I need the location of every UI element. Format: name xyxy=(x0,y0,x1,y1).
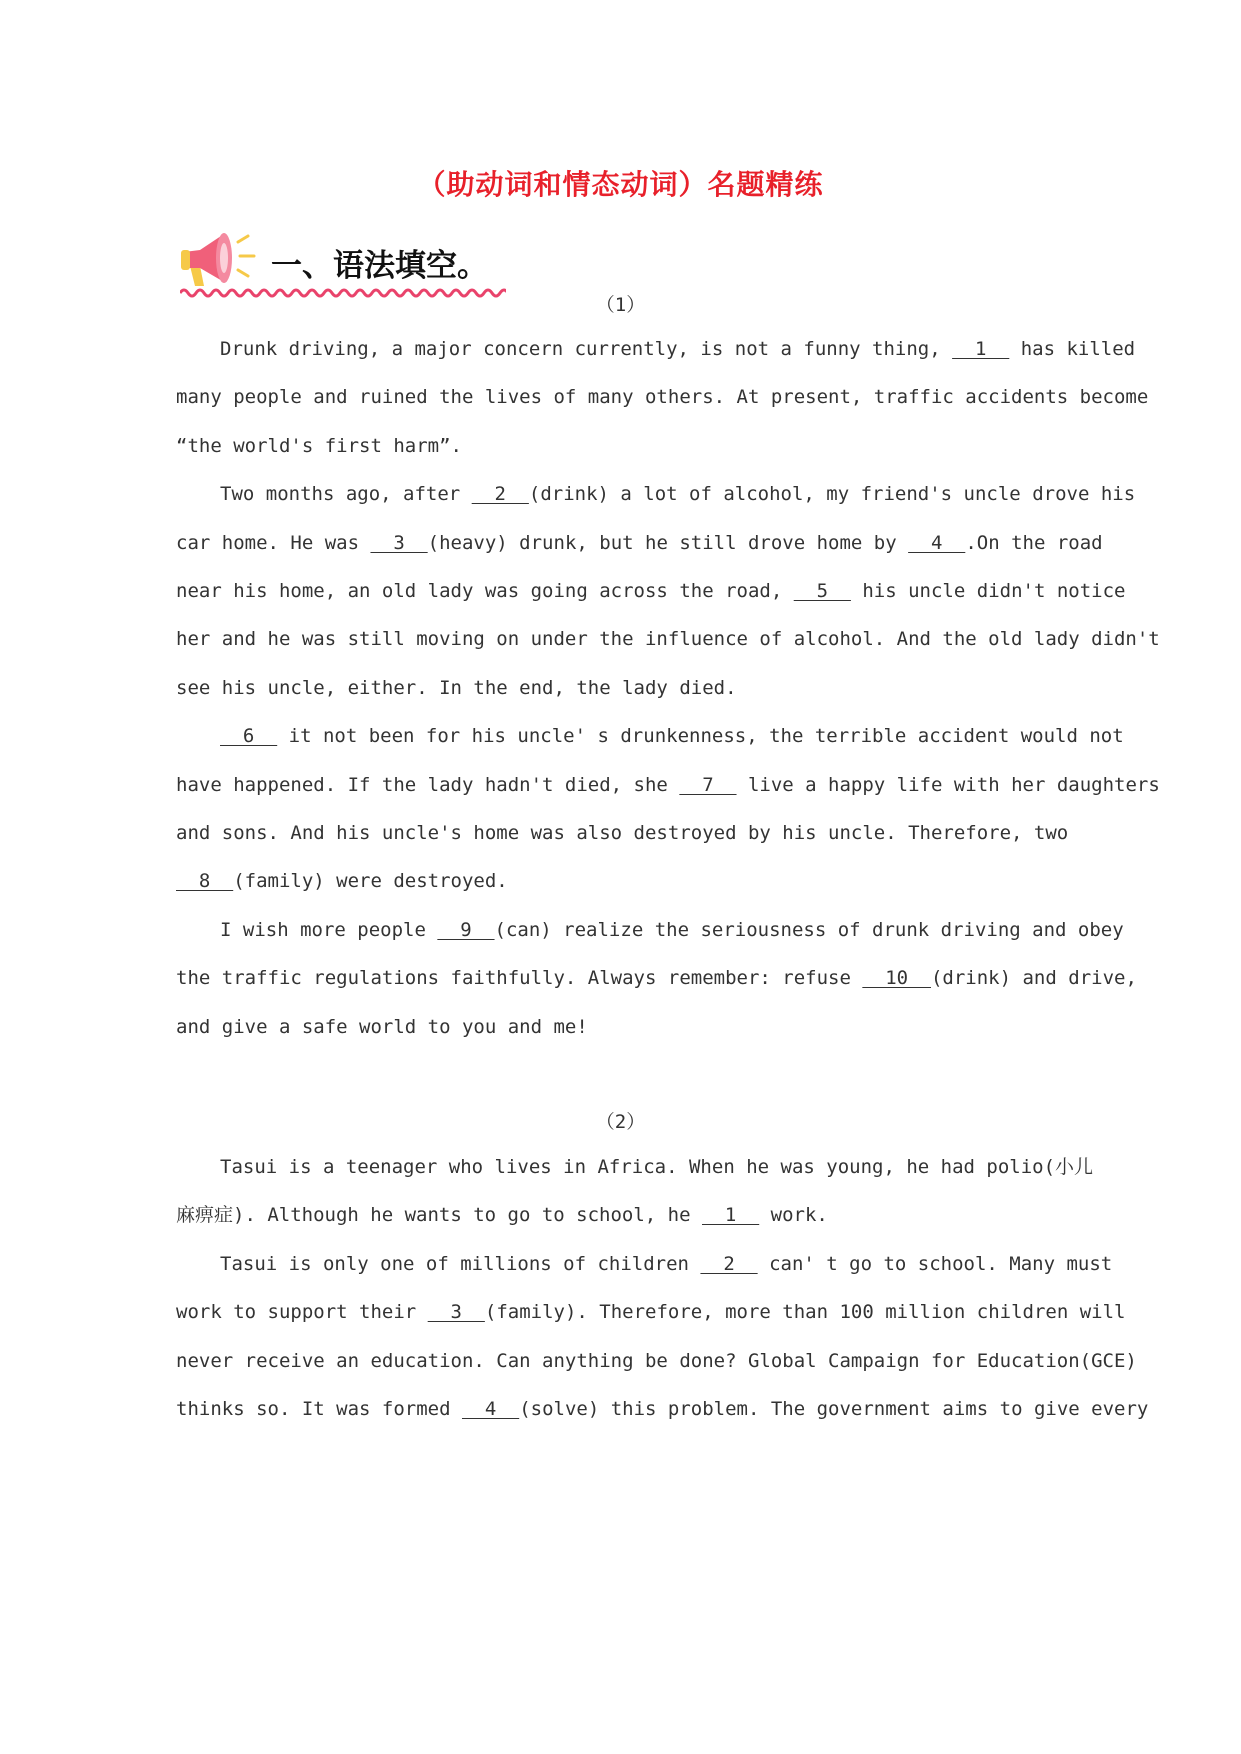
text-line xyxy=(176,1397,1148,1421)
text-segment: I wish more people xyxy=(220,918,438,941)
text-segment: 麻痹症). Although he wants to go to school, he xyxy=(176,1204,702,1227)
answer-blank: 4 xyxy=(461,1398,520,1420)
passage-label: （2） xyxy=(595,1111,646,1133)
text-segment: thinks so. It was formed xyxy=(176,1398,462,1420)
text-segment: can' t go to school. Many must xyxy=(757,1252,1113,1275)
text-line xyxy=(176,676,737,700)
answer-blank: 9 xyxy=(437,918,495,941)
text-line xyxy=(220,337,1135,361)
text-segment: (family) were destroyed. xyxy=(233,870,508,893)
text-segment: (can) realize the seriousness of drunk driving and obey xyxy=(494,918,1124,941)
text-segment: his uncle didn't notice xyxy=(850,580,1126,602)
answer-blank: 8 xyxy=(176,870,234,893)
answer-blank: 1 xyxy=(952,338,1010,360)
text-segment: work. xyxy=(759,1204,828,1227)
answer-blank: 2 xyxy=(700,1252,758,1275)
text-segment: near his home, an old lady was going across the road, xyxy=(176,580,794,602)
text-line xyxy=(176,579,1125,603)
answer-blank: 7 xyxy=(679,773,737,796)
answer-blank: 3 xyxy=(370,531,428,554)
text-segment: it not been for his uncle' s drunkenness, the terrible accident would not xyxy=(277,725,1124,748)
text-segment: car home. He was xyxy=(176,531,371,554)
text-segment: and sons. And his uncle's home was also destroyed by his uncle. Therefore, two xyxy=(176,822,1069,844)
megaphone-icon xyxy=(178,228,258,292)
text-line xyxy=(176,1300,1125,1324)
text-segment: .On the road xyxy=(965,531,1103,554)
text-segment: Tasui is only one of millions of children xyxy=(220,1252,701,1275)
text-line xyxy=(176,773,1160,797)
text-segment: “the world's first harm”. xyxy=(176,434,462,457)
text-segment: never receive an education. Can anything be done? Global Campaign for Education(GCE) xyxy=(176,1349,1137,1372)
text-segment: see his uncle, either. In the end, the lady died. xyxy=(176,676,737,699)
text-line xyxy=(220,1155,1093,1179)
text-segment: and give a safe world to you and me! xyxy=(176,1015,588,1038)
answer-blank: 2 xyxy=(471,483,529,506)
text-line xyxy=(176,385,1148,409)
text-segment: her and he was still moving on under the influence of alcohol. And the old lady didn't xyxy=(176,628,1160,651)
text-segment: Drunk driving, a major concern currently, is not a funny thing, xyxy=(220,338,953,360)
text-line xyxy=(176,966,1137,990)
document-title: （助动词和情态动词）名题精练 xyxy=(417,168,824,201)
text-line xyxy=(220,1252,1112,1276)
text-segment: the traffic regulations faithfully. Always remember: refuse xyxy=(176,967,863,990)
answer-blank: 5 xyxy=(793,580,851,602)
text-line xyxy=(176,1203,828,1227)
section-title: 一、语法填空。 xyxy=(271,248,488,284)
text-segment: (solve) this problem. The government aims to give every xyxy=(519,1398,1149,1420)
answer-blank: 10 xyxy=(862,967,931,990)
text-line xyxy=(176,434,462,458)
text-segment: Tasui is a teenager who lives in Africa. When he was young, he had polio(小儿 xyxy=(220,1156,1094,1178)
text-segment: Two months ago, after xyxy=(220,483,472,506)
answer-blank: 6 xyxy=(220,725,278,748)
text-segment: (drink) and drive, xyxy=(930,967,1137,990)
passage-label: （1） xyxy=(595,294,646,316)
text-segment: (family). Therefore, more than 100 million children will xyxy=(484,1301,1126,1324)
answer-blank: 4 xyxy=(908,531,966,554)
text-line xyxy=(220,482,1135,506)
answer-blank: 3 xyxy=(427,1301,485,1324)
text-line xyxy=(176,531,1103,555)
text-segment: work to support their xyxy=(176,1301,428,1324)
text-segment: has killed xyxy=(1009,338,1136,360)
answer-blank: 1 xyxy=(702,1204,760,1227)
text-line xyxy=(220,724,1124,748)
text-line xyxy=(176,869,508,893)
text-segment: (heavy) drunk, but he still drove home by xyxy=(427,531,909,554)
text-segment: have happened. If the lady hadn't died, she xyxy=(176,773,680,796)
text-line xyxy=(220,918,1124,942)
text-line xyxy=(176,627,1160,651)
text-line xyxy=(176,1349,1137,1373)
text-segment: many people and ruined the lives of many others. At present, traffic accidents become xyxy=(176,386,1149,409)
text-line xyxy=(176,1015,588,1039)
text-segment: (drink) a lot of alcohol, my friend's uncle drove his xyxy=(528,483,1136,506)
text-line xyxy=(176,821,1068,845)
text-segment: live a happy life with her daughters xyxy=(736,773,1160,796)
